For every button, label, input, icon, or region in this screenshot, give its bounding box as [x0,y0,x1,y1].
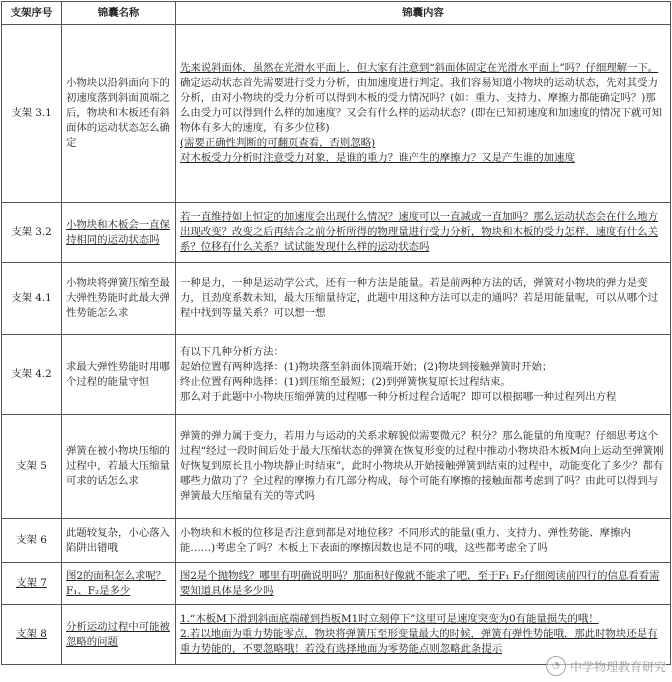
header-name: 锦囊名称 [62,2,176,25]
row-number: 支架 5 [2,415,62,519]
row-content [176,519,671,563]
row-number: 支架 7 [2,563,62,605]
content-line: 终止位置有两种选择：(1)到压缩至最短；(2)到弹簧恢复原长过程结束。 [180,375,511,388]
row-number: 支架 6 [2,519,62,563]
row-content [176,263,671,335]
content-line: (需要正确性判断的可翻页查看，否则忽略) [180,137,376,149]
row-content [176,25,671,203]
header-row [2,2,671,25]
content-line: 确定运动状态首先需要进行受力分析，由加速度进行判定。我们容易知道小物块的运动状态，先对其受力分析，由对小物块的受力分析可以得到木板的受力情况吗？(如：重力、支持力、摩擦力都能确定吗？)那么由受力可以得到什么样的加速度？又会有什么样的运动状态？(即在已知初速度和加速度的情况下就可知物体有多大的速度，有多少位移) [180,77,663,134]
row-name: 分析运动过程中可能被忽略的问题 [62,605,176,665]
table-row [2,203,671,263]
row-number: 支架 8 [2,605,62,665]
content-line: 先来说斜面体，虽然在光滑水平面上，但大家有注意到“斜面体固定在光滑水平面上”吗？仔细理解一下。 [180,62,659,74]
row-number: 支架 4.1 [2,263,62,335]
content-line: 小物块和木板的位移是否注意到都是对地位移？不同形式的能量(重力、支持力、弹性势能、摩擦内能……)考虑全了吗？木板上下表面的摩擦因数也是不同的哦，这些都考虑全了吗 [180,526,631,554]
watermark-text: 中学物理教育研究 [569,659,666,674]
content-line: 若一直维持如上恒定的加速度会出现什么情况？速度可以一直减或一直加吗？那么运动状态会在什么地方出现改变？改变之后再结合之前分析所得的物理量进行受力分析，物块和木板的受力怎样，速度有什么关系？位移有什么关系？试试能发现什么样的运动状态吗 [180,211,658,253]
content-line: 起始位置有两种选择：(1)物块落至斜面体顶端开始；(2)物块到接触弹簧时开始； [180,360,553,373]
row-name: 小物块将弹簧压缩至最大弹性势能时此最大弹性势能怎么求 [62,263,176,335]
table-row [2,519,671,563]
row-name: 图2的面积怎么求呢？F₁、F₂是多少 [62,563,176,605]
content-line: 2.若以地面为重力势能零点，物块将弹簧压至形变量最大的时候，弹簧有弹性势能哦，那此时物块还是有重力势能的，不要忽略哦！若没有选择地面为零势能点则忽略此条提示 [180,628,658,655]
content-line: 1.“木板M下滑到斜面底端碰到挡板M1时立刻停下”这里可是速度突变为0有能量损失的哦！ [180,613,599,625]
row-name: 小物块和木板会一直保持相同的运动状态吗 [62,203,176,263]
table-row [2,335,671,415]
table-row [2,563,671,605]
row-name: 求最大弹性势能时用哪个过程的能量守恒 [62,335,176,415]
row-number: 支架 4.2 [2,335,62,415]
content-line: 有以下几种分析方法： [180,345,284,358]
hint-table [1,1,671,665]
row-content [176,563,671,605]
table-row [2,415,671,519]
row-number: 支架 3.1 [2,25,62,203]
table-row [2,263,671,335]
content-line: 弹簧的弹力属于变力，若用力与运动的关系求解貌似需要微元？积分？那么能量的角度呢？仔细思考这个过程“经过一段时间后处于最大压缩状态的弹簧在恢复形变的过程中推动小物块沿木板M向上运动至弹簧刚好恢复到原长且小物块静止时结束”，此时小物块从开始接触弹簧到结束的过程中，动能变化了多少？都有哪些力做功了？全过程的摩擦力有几部分构成，每个可能有摩擦的接触面都考虑到了吗？由此可以得到与弹簧最大压缩量有关的等式吗 [180,430,664,502]
row-name: 小物块以沿斜面向下的初速度落到斜面顶端之后，物块和木板还有斜面体的运动状态怎么确定 [62,25,176,203]
row-number: 支架 3.2 [2,203,62,263]
row-content [176,203,671,263]
content-line: 那么对于此题中小物块压缩弹簧的过程哪一种分析过程合适呢？即可以根据哪一种过程列出方程 [180,390,617,403]
row-name: 此题较复杂，小心落入陷阱出错哦 [62,519,176,563]
table-row [2,25,671,203]
header-content: 锦囊内容 [176,2,671,25]
content-line: 图2是个抛物线？哪里有明确说明吗？那面积好像就不能求了吧，至于F₁ F₂仔细阅读前四行的信息看看需要知道具体是多少吗 [180,569,660,597]
row-content [176,415,671,519]
row-content [176,335,671,415]
wechat-logo-icon: ◔ [546,656,566,676]
header-number: 支架序号 [2,2,62,25]
row-name: 弹簧在被小物块压缩的过程中，若最大压缩量可求的话怎么求 [62,415,176,519]
content-line: 一种是力，一种是运动学公式，还有一种方法是能量。若是前两种方法的话，弹簧对小物块的弹力是变力，且劲度系数未知，最大压缩量待定，此题中用这种方法可以走的通吗？若是用能量呢，可以从哪个过程中找到等量关系？可以想一想 [180,277,658,319]
watermark [546,656,666,676]
content-line: 对木板受力分析时注意受力对象，是谁的重力？谁产生的摩擦力？又是产生谁的加速度 [180,152,575,164]
